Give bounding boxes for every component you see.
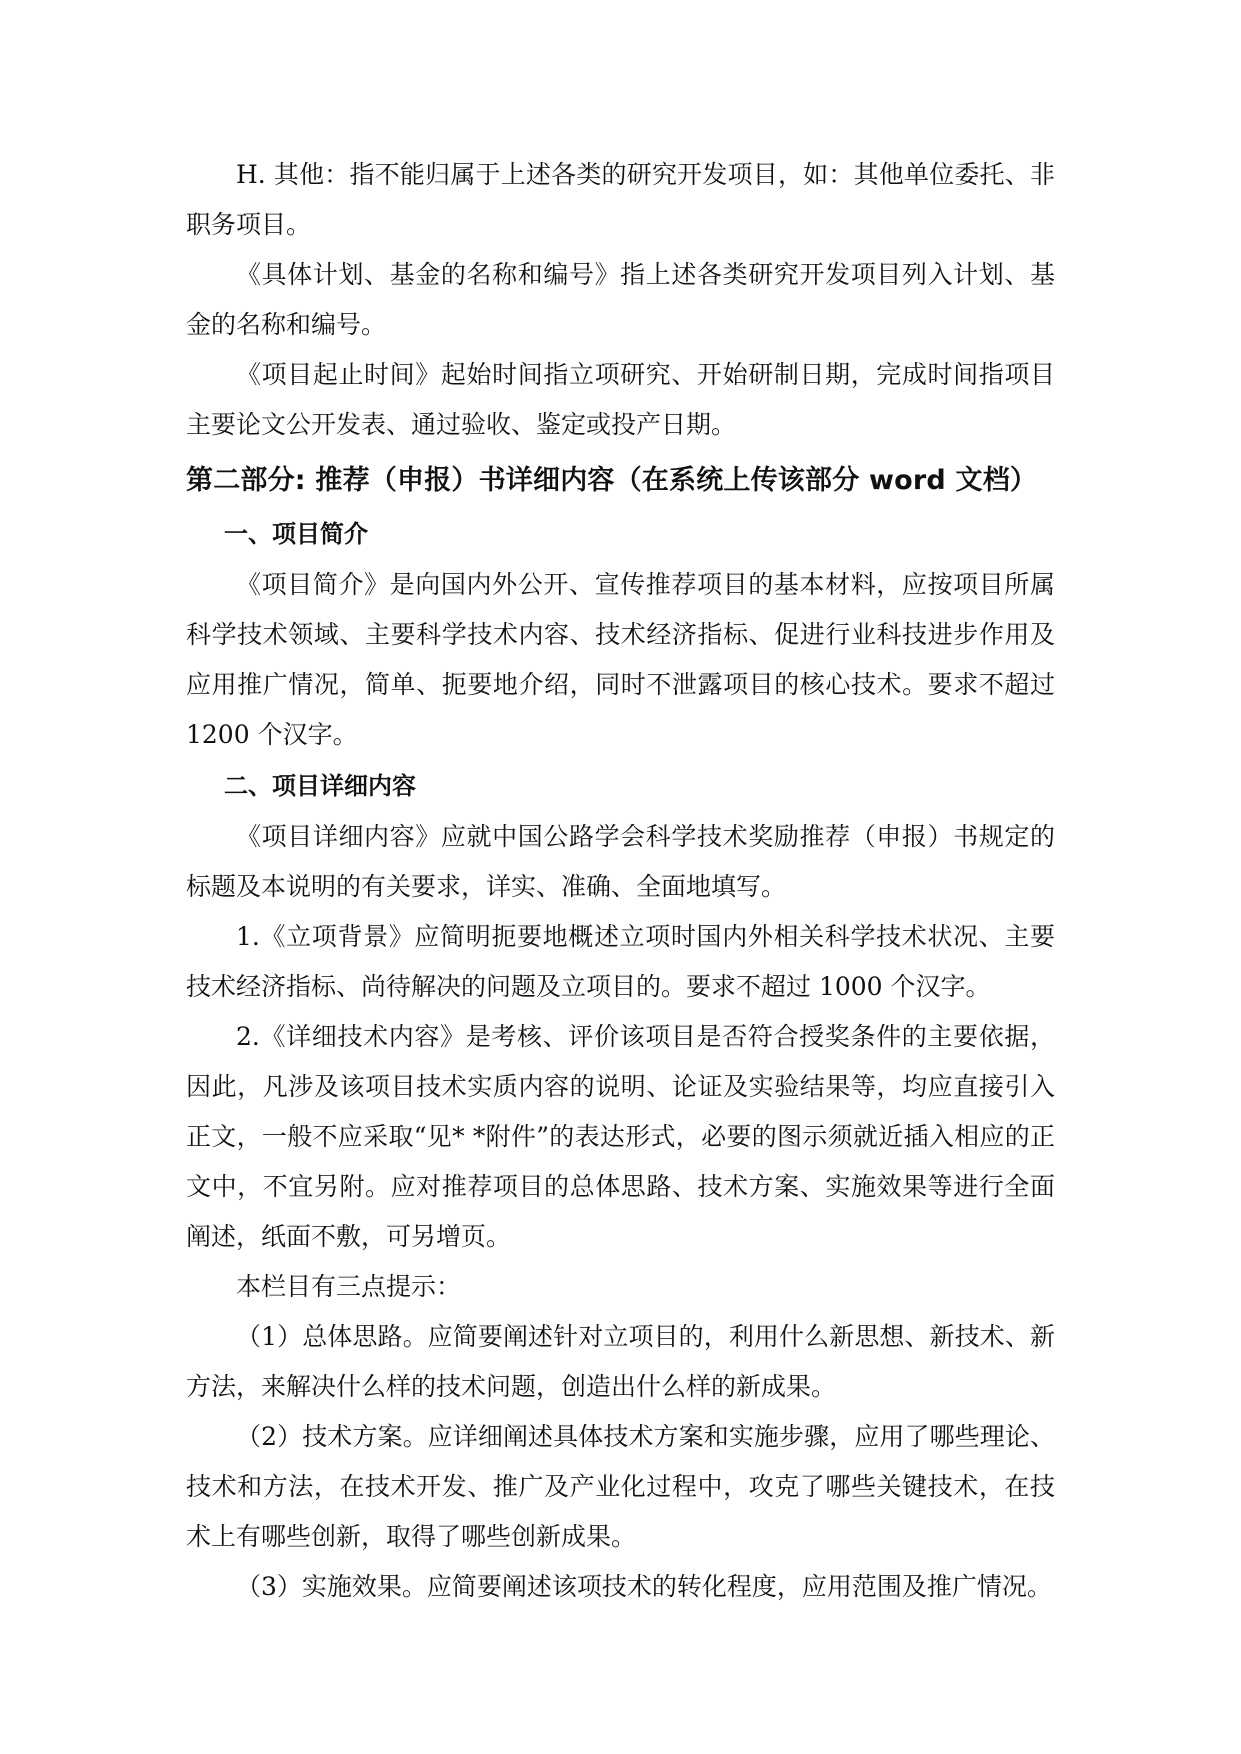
paragraph-technical-content: 2.《详细技术内容》是考核、评价该项目是否符合授奖条件的主要依据，因此，凡涉及该项目技术实质内容的说明、论证及实验结果等，均应直接引入正文，一般不应采取“见* *附件”的表达形式，必要的图示须就近插入相应的正文中，不宜另附。应对推荐项目的总体思路、技术方案、实施效果等进行全面阐述，纸面不敷，可另增页。 xyxy=(186,1022,1055,1251)
paragraph-project-summary: 《项目简介》是向国内外公开、宣传推荐项目的基本材料，应按项目所属科学技术领域、主要科学技术内容、技术经济指标、促进行业科技进步作用及应用推广情况，简单、扼要地介绍，同时不泄露项目的核心技术。要求不超过 1200 个汉字。 xyxy=(186,570,1055,749)
paragraph-hint-technical-plan: （2）技术方案。应详细阐述具体技术方案和实施步骤，应用了哪些理论、技术和方法，在技术开发、推广及产业化过程中，攻克了哪些关键技术，在技术上有哪些创新，取得了哪些创新成果。 xyxy=(186,1422,1055,1551)
section1-title: 一、项目简介 xyxy=(224,520,368,548)
document-page xyxy=(186,150,1055,1612)
part2-title: 第二部分: 推荐（申报）书详细内容（在系统上传该部分 word 文档） xyxy=(186,465,1038,496)
paragraph-background: 1.《立项背景》应简明扼要地概述立项时国内外相关科学技术状况、主要技术经济指标、尚待解决的问题及立项目的。要求不超过 1000 个汉字。 xyxy=(186,922,1055,1001)
paragraph-detail-intro: 《项目详细内容》应就中国公路学会科学技术奖励推荐（申报）书规定的标题及本说明的有关要求，详实、准确、全面地填写。 xyxy=(186,822,1055,901)
paragraph-plan-fund-name: 《具体计划、基金的名称和编号》指上述各类研究开发项目列入计划、基金的名称和编号。 xyxy=(186,260,1055,339)
paragraph-other-category: H. 其他：指不能归属于上述各类的研究开发项目，如：其他单位委托、非职务项目。 xyxy=(186,160,1055,239)
paragraph-hint-overall-idea: （1）总体思路。应简要阐述针对立项目的，利用什么新思想、新技术、新方法，来解决什么样的技术问题，创造出什么样的新成果。 xyxy=(186,1322,1055,1401)
section2-title: 二、项目详细内容 xyxy=(224,772,416,800)
paragraph-hints-intro: 本栏目有三点提示： xyxy=(236,1272,462,1301)
paragraph-hint-implementation-effect: （3）实施效果。应简要阐述该项技术的转化程度，应用范围及推广情况。 xyxy=(236,1572,1052,1601)
paragraph-project-period: 《项目起止时间》起始时间指立项研究、开始研制日期，完成时间指项目主要论文公开发表、通过验收、鉴定或投产日期。 xyxy=(186,360,1055,439)
